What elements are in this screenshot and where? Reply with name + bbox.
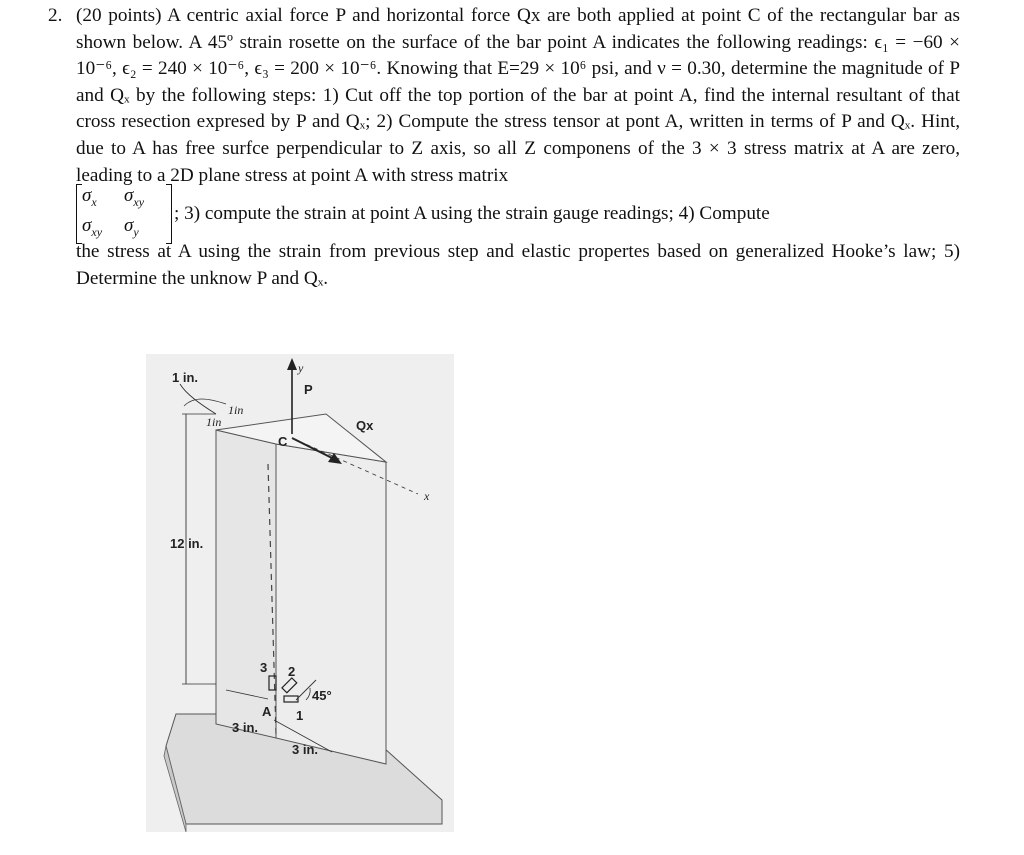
matrix-row-2 <box>82 215 166 239</box>
bar-diagram <box>146 354 454 832</box>
problem-text-after-matrix: ; 3) compute the strain at point A using the strain gauge readings; 4) Compute <box>174 202 770 224</box>
force-q-label: Qx <box>356 418 374 433</box>
dim-top-small-1: 1in <box>206 415 222 429</box>
bar-side-face <box>276 444 386 764</box>
axis-y-label: y <box>298 361 304 375</box>
gauge-3-label: 3 <box>260 660 268 675</box>
point-c-label: C <box>278 434 288 449</box>
matrix-row-1 <box>82 185 166 210</box>
matrix-cell-sigma-xy-bottom: $\sigma_{xy}$ <box>82 215 103 239</box>
gauge-1-label: 1 <box>296 708 304 723</box>
stress-matrix <box>76 184 172 244</box>
bar-figure <box>146 354 454 832</box>
p-arrowhead <box>287 358 297 370</box>
point-a-label: A <box>262 704 272 719</box>
problem-body <box>76 3 960 292</box>
dim-height-label: 12 in. <box>170 536 204 551</box>
matrix-cell-sigma-x: $\sigma_x$ <box>82 185 97 210</box>
dim-left-label: 3 in. <box>232 720 259 735</box>
force-p-label: P <box>304 382 313 397</box>
matrix-cell-sigma-xy-top: $\sigma_{xy}$ <box>124 185 145 210</box>
matrix-cell-sigma-y: $\sigma_y$ <box>124 215 139 239</box>
dim-top-label: 1 in. <box>172 370 199 385</box>
problem-text-main: (20 points) A centric axial force P and horizontal force Qx are both applied at point C of the rectangular bar as shown below. A 45º strain rosette on the surface of the bar point A indicates the following readings: ϵ₁ = −60 × 10⁻⁶, ϵ₂ = 240 × 10⁻⁶, ϵ₃ = 200 × 10⁻⁶. Knowing that E=29 × 10⁶ psi, and ν = 0.30, determine the magnitude of P and Qₓ by the following steps: 1) Cut off the top portion of the bar at point A, find the internal resultant of that cross resection expresed by P and Qₓ; 2) Compute the stress tensor at pont A, written in terms of P and Qₓ. Hint, due to A has free surfce perpendicular to Z axis, so all Z componens of the 3 × 3 stress matrix at A are zero, leading to a 2D plane stress at point A with stress matrix <box>76 5 960 186</box>
matrix-line <box>76 185 960 239</box>
dim-right-label: 3 in. <box>292 742 319 757</box>
axis-x-label: x <box>424 489 430 503</box>
problem-statement <box>48 3 960 292</box>
angle-label: 45° <box>312 688 332 703</box>
problem-number: 2. <box>48 5 63 26</box>
dim-top-small-2: 1in <box>228 403 244 417</box>
gauge-2-label: 2 <box>288 664 296 679</box>
bar-front-face <box>216 430 276 738</box>
problem-text-end: the stress at A using the strain from previous step and elastic propertes based on generalized Hooke’s law; 5) Determine the unknow P and Qₓ. <box>76 241 960 289</box>
dim-top-arc <box>184 399 226 406</box>
